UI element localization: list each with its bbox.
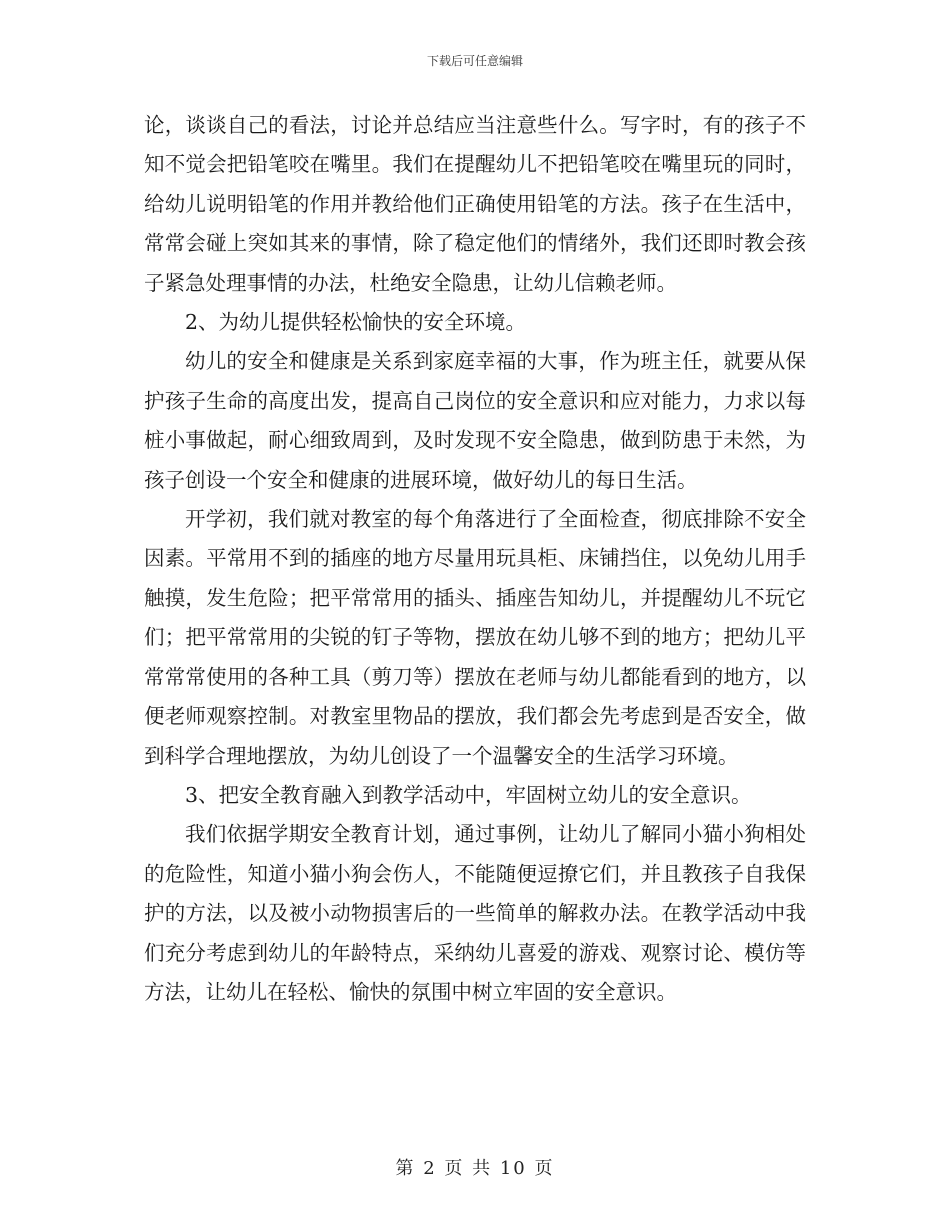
page-number-footer: 第 2 页 共 10 页: [395, 1158, 555, 1179]
section-heading-2: 2、为幼儿提供轻松愉快的安全环境。: [185, 310, 527, 335]
document-body: [144, 106, 806, 1012]
paragraph: 幼儿的安全和健康是关系到家庭幸福的大事，作为班主任，就要从保护孩子生命的高度出发，提高自己岗位的安全意识和应对能力，力求以每桩小事做起，耐心细致周到，及时发现不安全隐患，做到防患于未然，为孩子创设一个安全和健康的进展环境，做好幼儿的每日生活。: [144, 349, 806, 492]
section-heading-3: 3、把安全教育融入到教学活动中，牢固树立幼儿的安全意识。: [185, 782, 752, 807]
paragraph-continued: 论，谈谈自己的看法，讨论并总结应当注意些什么。写字时，有的孩子不知不觉会把铅笔咬在嘴里。我们在提醒幼儿不把铅笔咬在嘴里玩的同时，给幼儿说明铅笔的作用并教给他们正确使用铅笔的方法。孩子在生活中，常常会碰上突如其来的事情，除了稳定他们的情绪外，我们还即时教会孩子紧急处理事情的办法，杜绝安全隐患，让幼儿信赖老师。: [144, 113, 806, 295]
paragraph: 开学初，我们就对教室的每个角落进行了全面检查，彻底排除不安全因素。平常用不到的插座的地方尽量用玩具柜、床铺挡住，以免幼儿用手触摸，发生危险；把平常常用的插头、插座告知幼儿，并提醒幼儿不玩它们；把平常常用的尖锐的钉子等物，摆放在幼儿够不到的地方；把幼儿平常常常使用的各种工具（剪刀等）摆放在老师与幼儿都能看到的地方，以便老师观察控制。对教室里物品的摆放，我们都会先考虑到是否安全，做到科学合理地摆放，为幼儿创设了一个温馨安全的生活学习环境。: [144, 507, 806, 768]
page-header-note: 下载后可任意编辑: [426, 54, 523, 68]
paragraph: 我们依据学期安全教育计划，通过事例，让幼儿了解同小猫小狗相处的危险性，知道小猫小狗会伤人，不能随便逗撩它们，并且教孩子自我保护的方法，以及被小动物损害后的一些简单的解救办法。在教学活动中我们充分考虑到幼儿的年龄特点，采纳幼儿喜爱的游戏、观察讨论、模仿等方法，让幼儿在轻松、愉快的氛围中树立牢固的安全意识。: [144, 822, 806, 1004]
